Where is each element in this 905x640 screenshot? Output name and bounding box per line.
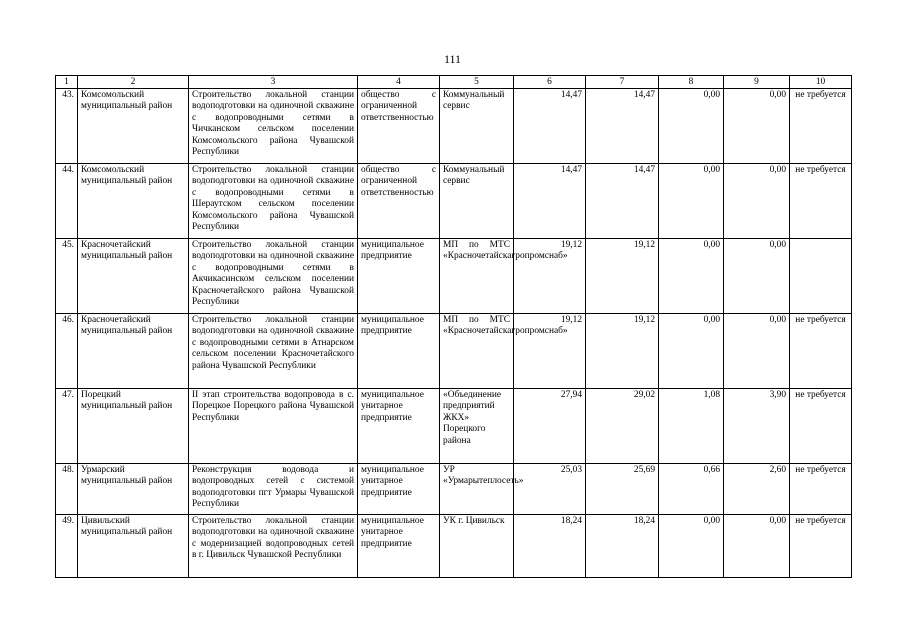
operator-name: Коммунальный сервис	[440, 89, 514, 164]
ownership-form: общество с ограниченной ответственностью	[358, 89, 440, 164]
table-row	[56, 515, 852, 578]
district-name: Цивильский муниципальный район	[78, 515, 189, 578]
table-row	[56, 164, 852, 239]
value-col9: 2,60	[724, 464, 790, 515]
table-row	[56, 389, 852, 464]
value-col8: 1,08	[659, 389, 724, 464]
value-col6: 27,94	[514, 389, 586, 464]
value-col9: 0,00	[724, 515, 790, 578]
district-name: Красночетайский муниципальный район	[78, 239, 189, 314]
row-number: 44.	[56, 164, 78, 239]
row-number: 46.	[56, 314, 78, 389]
operator-name: МП по МТС «Красночетайскагропромснаб»	[440, 239, 514, 314]
page-number: 111	[443, 52, 462, 66]
value-col6: 18,24	[514, 515, 586, 578]
value-col7: 18,24	[586, 515, 659, 578]
ownership-form: общество с ограниченной ответственностью	[358, 164, 440, 239]
operator-name: Коммунальный сервис	[440, 164, 514, 239]
row-number: 48.	[56, 464, 78, 515]
table-row	[56, 464, 852, 515]
ownership-form: муниципальное предприятие	[358, 239, 440, 314]
project-description: Строительство локальной станции водоподготовки на одиночной скважине с модернизацией водопроводных сетей в г. Цивильск Чувашской Республики	[189, 515, 358, 578]
header-row	[56, 76, 852, 89]
value-col6: 14,47	[514, 164, 586, 239]
ownership-form: муниципальное предприятие	[358, 314, 440, 389]
value-col9: 0,00	[724, 89, 790, 164]
operator-name: МП по МТС «Красночетайскагропромснаб»	[440, 314, 514, 389]
col10-note	[790, 239, 852, 314]
value-col7: 29,02	[586, 389, 659, 464]
value-col8: 0,00	[659, 89, 724, 164]
header-cell: 9	[724, 76, 790, 89]
col10-note: не требуется	[790, 89, 852, 164]
col10-note: не требуется	[790, 464, 852, 515]
value-col9: 0,00	[724, 239, 790, 314]
row-number: 47.	[56, 389, 78, 464]
value-col7: 14,47	[586, 89, 659, 164]
value-col8: 0,00	[659, 314, 724, 389]
row-number: 43.	[56, 89, 78, 164]
col10-note: не требуется	[790, 164, 852, 239]
header-cell: 5	[440, 76, 514, 89]
district-name: Комсомольский муниципальный район	[78, 164, 189, 239]
row-number: 45.	[56, 239, 78, 314]
col10-note: не требуется	[790, 314, 852, 389]
table-row	[56, 314, 852, 389]
project-description: Строительство локальной станции водоподготовки на одиночной скважине с водопроводными сетями в Чичканском сельском поселении Комсомольского района Чувашской Республики	[189, 89, 358, 164]
value-col8: 0,00	[659, 515, 724, 578]
header-cell: 8	[659, 76, 724, 89]
header-cell: 6	[514, 76, 586, 89]
project-description: Реконструкция водовода и водопроводных сетей с системой водоподготовки пгт Урмары Чувашской Республики	[189, 464, 358, 515]
operator-name: УР «Урмарытеплосеть»	[440, 464, 514, 515]
table-row	[56, 89, 852, 164]
col10-note: не требуется	[790, 515, 852, 578]
value-col8: 0,00	[659, 239, 724, 314]
value-col6: 25,03	[514, 464, 586, 515]
header-cell: 7	[586, 76, 659, 89]
header-cell: 2	[78, 76, 189, 89]
col10-note: не требуется	[790, 389, 852, 464]
ownership-form: муниципальное унитарное предприятие	[358, 464, 440, 515]
value-col6: 19,12	[514, 239, 586, 314]
value-col8: 0,00	[659, 164, 724, 239]
table-row	[56, 239, 852, 314]
value-col9: 0,00	[724, 314, 790, 389]
value-col7: 25,69	[586, 464, 659, 515]
project-description: II этап строительства водопровода в с. Порецкое Порецкого района Чувашской Республики	[189, 389, 358, 464]
value-col7: 19,12	[586, 239, 659, 314]
project-description: Строительство локальной станции водоподготовки на одиночной скважине с водопроводными сетями в Шераутском сельском поселении Комсомольского района Чувашской Республики	[189, 164, 358, 239]
value-col6: 14,47	[514, 89, 586, 164]
header-cell: 3	[189, 76, 358, 89]
operator-name: «Объединение предприятий ЖКХ» Порецкого района	[440, 389, 514, 464]
value-col7: 14,47	[586, 164, 659, 239]
district-name: Комсомольский муниципальный район	[78, 89, 189, 164]
value-col9: 0,00	[724, 164, 790, 239]
district-name: Порецкий муниципальный район	[78, 389, 189, 464]
header-cell: 4	[358, 76, 440, 89]
district-name: Красночетайский муниципальный район	[78, 314, 189, 389]
project-description: Строительство локальной станции водоподготовки на одиночной скважине с водопроводными сетями в Акчикасинском сельском поселении Красночетайского района Чувашской Республики	[189, 239, 358, 314]
data-table	[55, 75, 852, 578]
ownership-form: муниципальное унитарное предприятие	[358, 515, 440, 578]
value-col7: 19,12	[586, 314, 659, 389]
project-description: Строительство локальной станции водоподготовки на одиночной скважине с водопроводными сетями в Атнарском сельском поселении Красночетайского района Чувашской Республики	[189, 314, 358, 389]
value-col6: 19,12	[514, 314, 586, 389]
header-cell: 10	[790, 76, 852, 89]
value-col8: 0,66	[659, 464, 724, 515]
header-cell: 1	[56, 76, 78, 89]
ownership-form: муниципальное унитарное предприятие	[358, 389, 440, 464]
value-col9: 3,90	[724, 389, 790, 464]
row-number: 49.	[56, 515, 78, 578]
district-name: Урмарский муниципальный район	[78, 464, 189, 515]
operator-name: УК г. Цивильск	[440, 515, 514, 578]
